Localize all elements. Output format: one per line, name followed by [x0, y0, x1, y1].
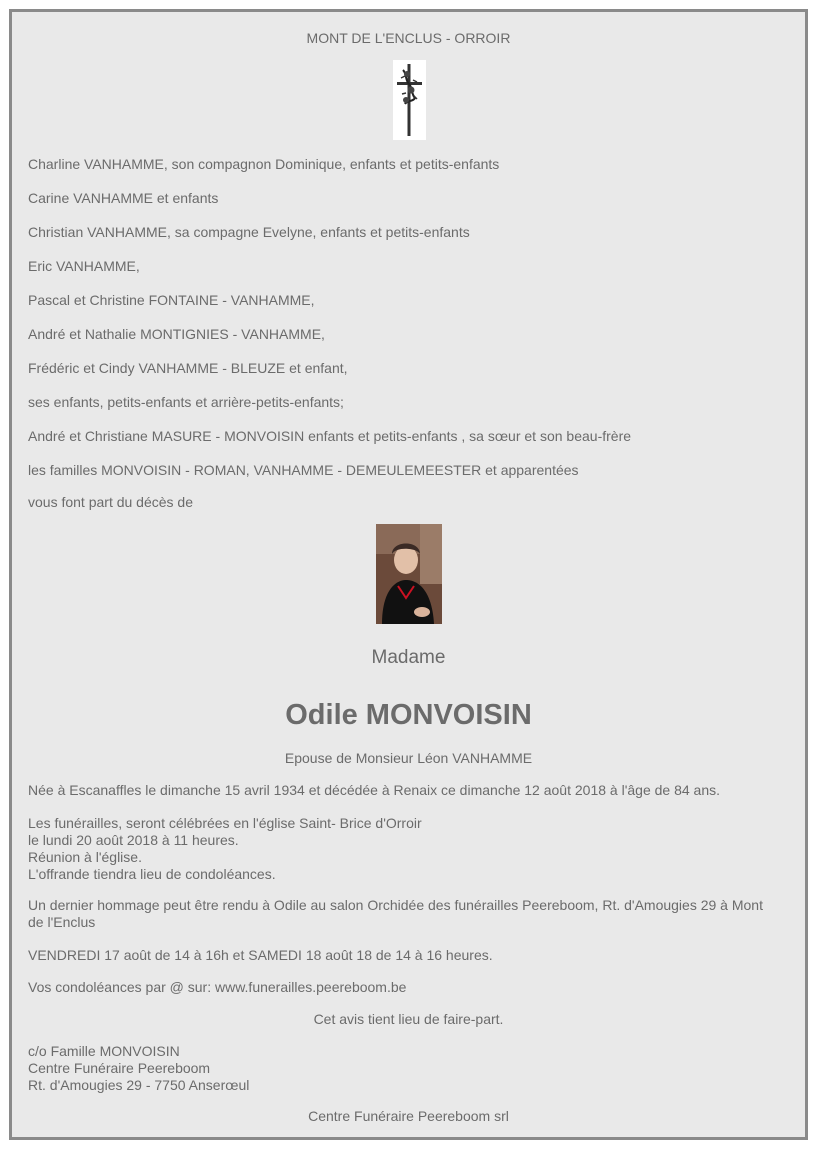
- family-line: Frédéric et Cindy VANHAMME - BLEUZE et enfant,: [28, 360, 348, 376]
- address-line: c/o Famille MONVOISIN: [28, 1043, 180, 1059]
- funeral-line: Les funérailles, seront célébrées en l'église Saint- Brice d'Orroir: [28, 815, 422, 831]
- family-line: ses enfants, petits-enfants et arrière-petits-enfants;: [28, 394, 344, 410]
- funeral-line: L'offrande tiendra lieu de condoléances.: [28, 866, 276, 882]
- family-line: les familles MONVOISIN - ROMAN, VANHAMME - DEMEULEMEESTER et apparentées: [28, 462, 579, 478]
- notice-text: Cet avis tient lieu de faire-part.: [313, 1011, 504, 1027]
- family-line: Pascal et Christine FONTAINE - VANHAMME,: [28, 292, 315, 308]
- address-line: Rt. d'Amougies 29 - 7750 Anserœul: [28, 1077, 250, 1093]
- spouse-text: Epouse de Monsieur Léon VANHAMME: [284, 750, 533, 766]
- birth-death-text: Née à Escanaffles le dimanche 15 avril 1934 et décédée à Renaix ce dimanche 12 août 2018 à l'âge de 84 ans.: [28, 782, 721, 798]
- header-place: MONT DE L'ENCLUS - ORROIR: [306, 30, 511, 46]
- family-line: Carine VANHAMME et enfants: [28, 190, 219, 206]
- portrait-photo: [376, 524, 442, 624]
- obituary-card: [9, 9, 808, 1140]
- cross-with-rose-icon: [393, 60, 426, 140]
- family-line: Eric VANHAMME,: [28, 258, 140, 274]
- condolences-text: Vos condoléances par @ sur: www.funerailles.peereboom.be: [28, 979, 407, 995]
- family-line: André et Nathalie MONTIGNIES - VANHAMME,: [28, 326, 325, 342]
- homage-text: Un dernier hommage peut être rendu à Odile au salon Orchidée des funérailles Peereboom, Rt. d'Amougies 29 à Mont de l'Enclus: [28, 897, 763, 930]
- deceased-title: Madame: [371, 647, 446, 668]
- family-line: Charline VANHAMME, son compagnon Dominique, enfants et petits-enfants: [28, 156, 500, 172]
- funeral-line: Réunion à l'église.: [28, 849, 142, 865]
- visiting-hours-text: VENDREDI 17 août de 14 à 16h et SAMEDI 18 août 18 de 14 à 16 heures.: [28, 947, 493, 963]
- deceased-name: Odile MONVOISIN: [285, 699, 532, 731]
- family-line: André et Christiane MASURE - MONVOISIN enfants et petits-enfants , sa sœur et son beau-frère: [28, 428, 632, 444]
- funeral-line: le lundi 20 août 2018 à 11 heures.: [28, 832, 239, 848]
- family-line: Christian VANHAMME, sa compagne Evelyne, enfants et petits-enfants: [28, 224, 470, 240]
- announce-text: vous font part du décès de: [28, 494, 193, 510]
- footer-text: Centre Funéraire Peereboom srl: [308, 1108, 509, 1124]
- address-line: Centre Funéraire Peereboom: [28, 1060, 211, 1076]
